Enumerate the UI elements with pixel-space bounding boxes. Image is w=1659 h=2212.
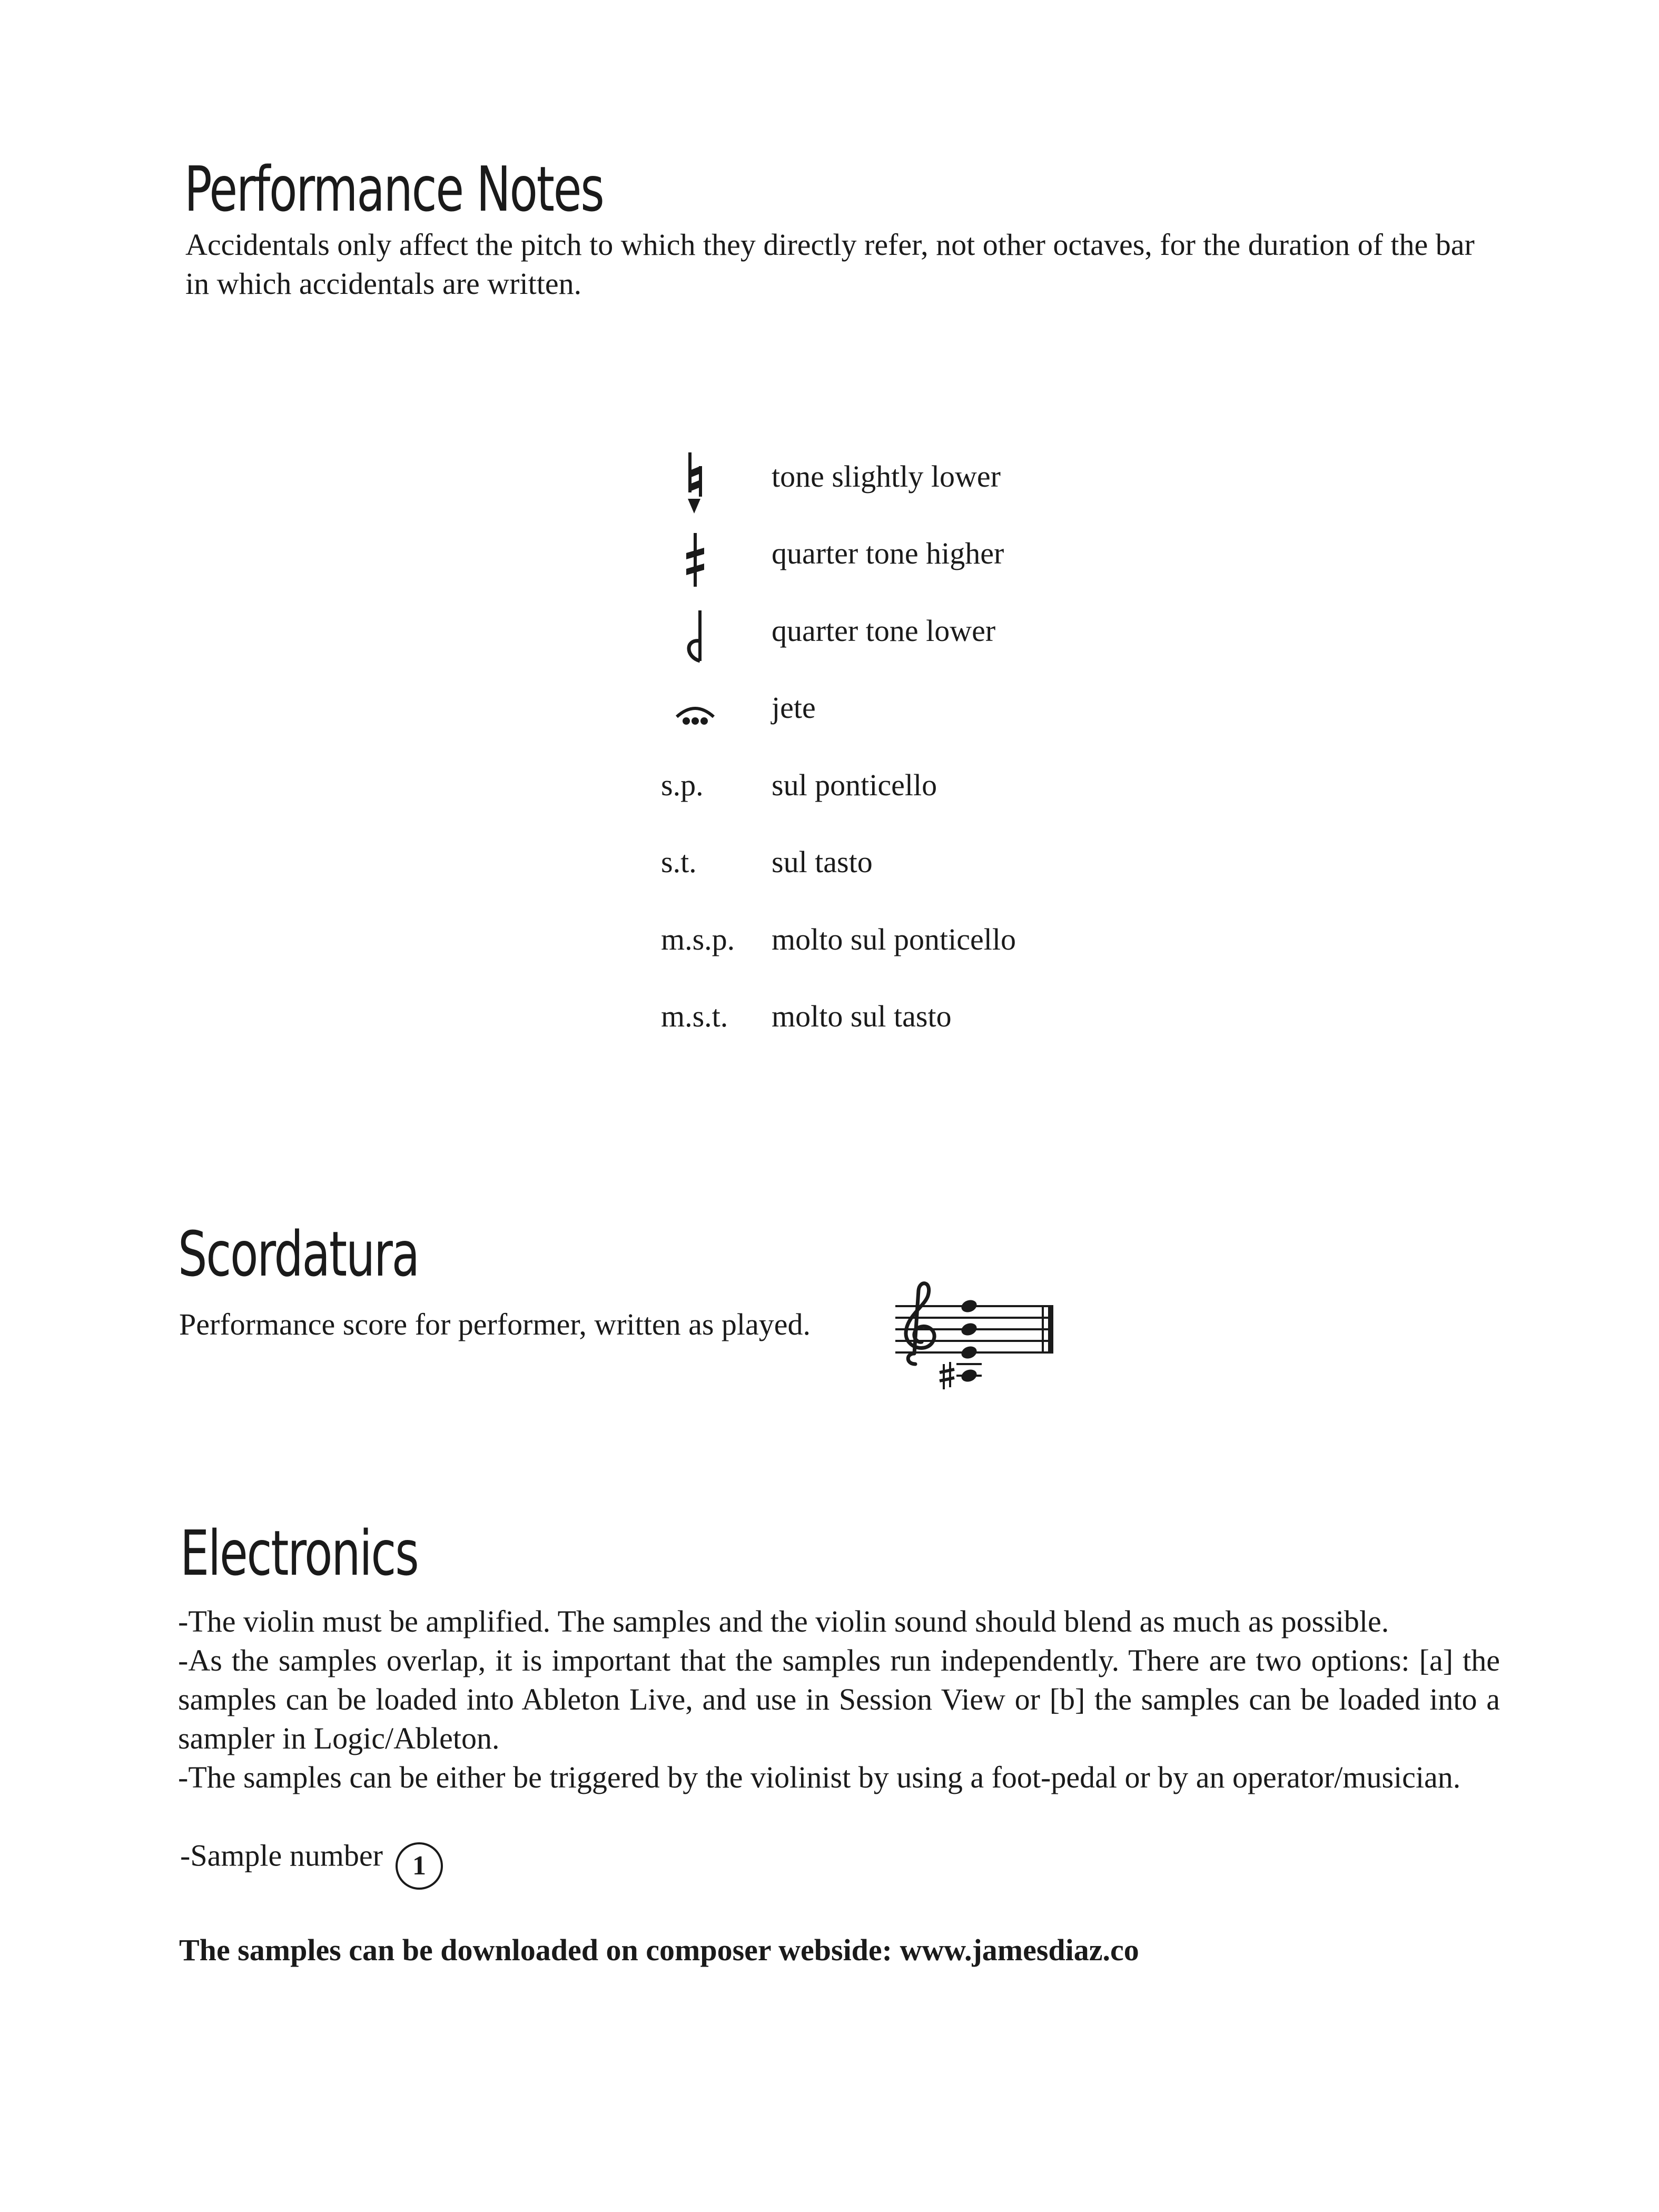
accidentals-note: Accidentals only affect the pitch to which they directly refer, not other octaves, for the duration of the bar in which accidentals are written. — [185, 228, 1475, 301]
electronics-line-3: -The samples can be either be triggered by the violinist by using a foot-pedal or by an operator/musician. — [178, 1760, 1461, 1794]
performance-notes-heading: Performance Notes — [184, 153, 604, 225]
legend-label-sul-ponticello: sul ponticello — [772, 768, 937, 802]
natural-arrow-down-icon — [661, 453, 729, 511]
legend-label-tone-slightly-lower: tone slightly lower — [772, 459, 1001, 493]
legend-abbr-sp: s.p. — [661, 768, 704, 802]
legend-abbr-st: s.t. — [661, 845, 697, 879]
legend-label-quarter-tone-lower: quarter tone lower — [772, 614, 996, 648]
legend-label-molto-sul-ponticello: molto sul ponticello — [772, 922, 1016, 956]
legend-label-molto-sul-tasto: molto sul tasto — [772, 999, 952, 1033]
download-note: The samples can be downloaded on composer webside: www.jamesdiaz.co — [179, 1933, 1139, 1967]
sample-number-label: -Sample number — [180, 1838, 383, 1873]
electronics-heading: Electronics — [180, 1517, 418, 1589]
sample-number-circle: 1 — [396, 1842, 443, 1890]
legend-abbr-mst: m.s.t. — [661, 999, 728, 1033]
quarter-sharp-icon — [661, 531, 729, 589]
quarter-flat-icon — [661, 608, 729, 666]
sample-number-row — [180, 1835, 443, 1882]
electronics-line-2: -As the samples overlap, it is important that the samples run independently. There are two options: [a] the samples can be loaded into Ableton Live, and use in Session View or [b] the samples can be loaded into a sampler in Logic/Ableton. — [178, 1643, 1500, 1755]
scordatura-heading: Scordatura — [178, 1218, 419, 1290]
legend-label-sul-tasto: sul tasto — [772, 845, 873, 879]
scordatura-staff-icon — [885, 1275, 1064, 1401]
jete-icon — [661, 685, 729, 743]
electronics-line-1: -The violin must be amplified. The samples and the violin sound should blend as much as possible. — [178, 1604, 1389, 1638]
legend-label-jete: jete — [772, 690, 816, 725]
legend-abbr-msp: m.s.p. — [661, 922, 735, 956]
legend-label-quarter-tone-higher: quarter tone higher — [772, 536, 1004, 570]
scordatura-note: Performance score for performer, written as played. — [179, 1307, 811, 1341]
